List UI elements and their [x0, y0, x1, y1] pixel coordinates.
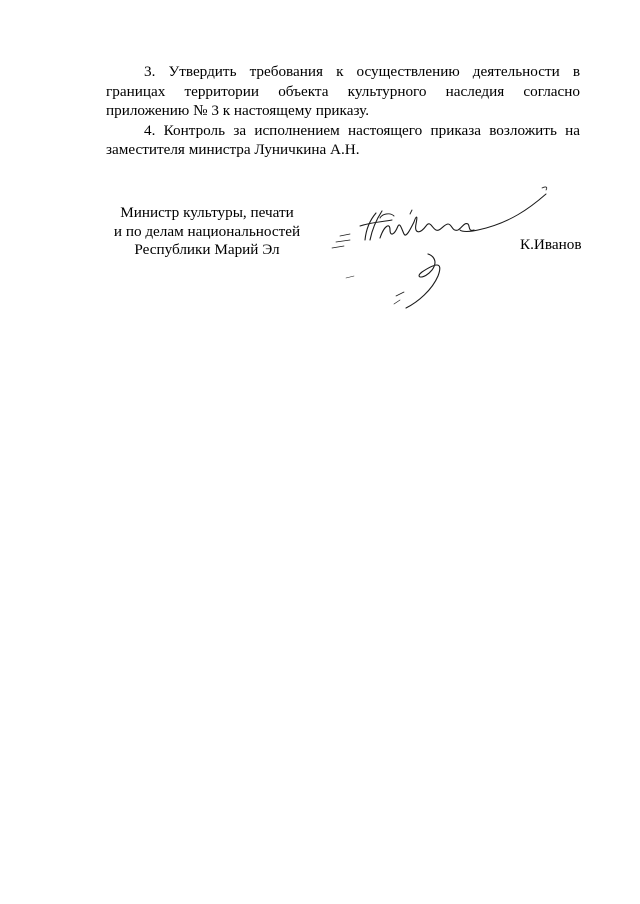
order-body [106, 62, 580, 160]
signatory-name: К.Иванов [520, 236, 582, 253]
paragraph-3: 3. Утвердить требования к осуществлению деятельности в границах территории объекта культурного наследия согласно приложению № 3 к настоящему приказу. [106, 63, 580, 120]
signatory-title-line-2: и по делам национальностей [113, 222, 301, 240]
signatory-title-line-1: Министр культуры, печати [120, 204, 294, 221]
signatory-title-line-3: Республики Марий Эл [134, 241, 280, 258]
paragraph-4: 4. Контроль за исполнением настоящего приказа возложить на заместителя министра Луничкина А.Н. [106, 121, 580, 159]
signatory-title [100, 204, 314, 260]
